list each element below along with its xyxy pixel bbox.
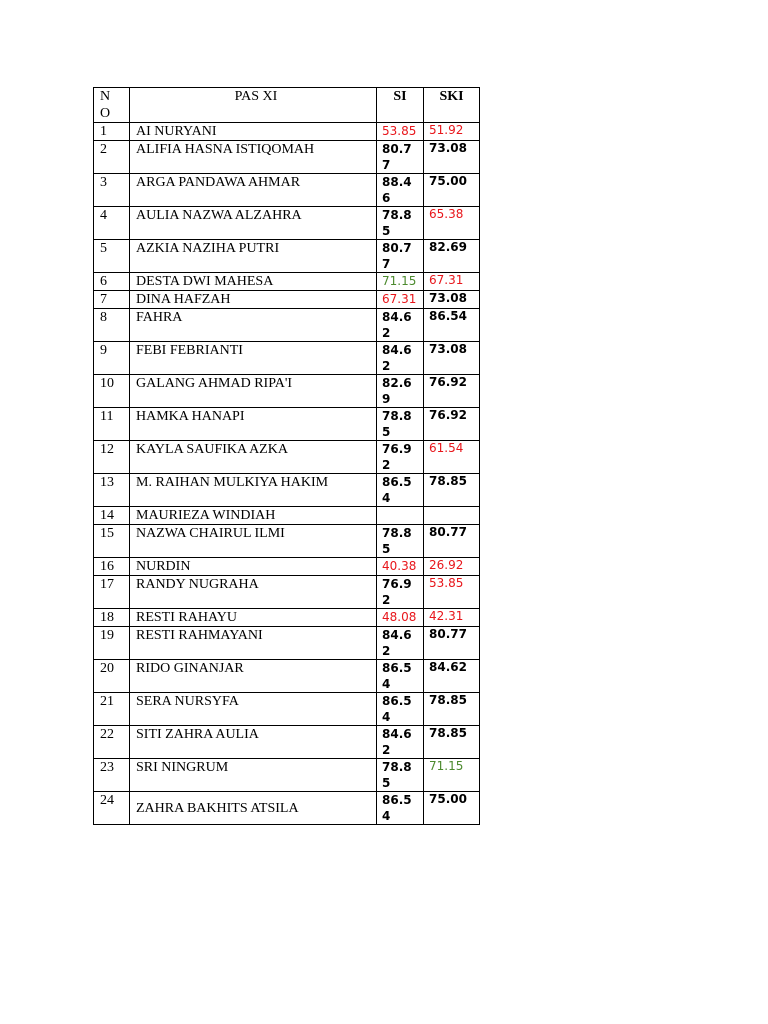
table-row bbox=[94, 273, 480, 291]
ski-score: 78.85 bbox=[424, 693, 480, 726]
row-number: 20 bbox=[94, 660, 130, 693]
row-number: 19 bbox=[94, 627, 130, 660]
ski-score: 82.69 bbox=[424, 240, 480, 273]
table-row bbox=[94, 609, 480, 627]
row-number: 23 bbox=[94, 759, 130, 792]
row-number: 18 bbox=[94, 609, 130, 627]
student-name: MAURIEZA WINDIAH bbox=[130, 507, 377, 525]
si-score bbox=[377, 660, 424, 693]
si-score bbox=[377, 525, 424, 558]
student-name: DINA HAFZAH bbox=[130, 291, 377, 309]
row-number: 22 bbox=[94, 726, 130, 759]
row-number: 3 bbox=[94, 174, 130, 207]
table-row bbox=[94, 525, 480, 558]
ski-score bbox=[424, 507, 480, 525]
si-value: 86.54 bbox=[382, 694, 412, 724]
si-score bbox=[377, 507, 424, 525]
si-score bbox=[377, 342, 424, 375]
row-number: 6 bbox=[94, 273, 130, 291]
si-value: 84.62 bbox=[382, 343, 412, 373]
row-number: 12 bbox=[94, 441, 130, 474]
row-number: 21 bbox=[94, 693, 130, 726]
si-value: 48.08 bbox=[382, 610, 417, 624]
table-row bbox=[94, 123, 480, 141]
row-number: 8 bbox=[94, 309, 130, 342]
header-si: SI bbox=[377, 88, 424, 123]
ski-score: 78.85 bbox=[424, 726, 480, 759]
student-name: SERA NURSYFA bbox=[130, 693, 377, 726]
table-row bbox=[94, 474, 480, 507]
student-name: ZAHRA BAKHITS ATSILA bbox=[130, 792, 377, 825]
ski-score: 26.92 bbox=[424, 558, 480, 576]
student-name: NAZWA CHAIRUL ILMI bbox=[130, 525, 377, 558]
si-score bbox=[377, 309, 424, 342]
student-name: AULIA NAZWA ALZAHRA bbox=[130, 207, 377, 240]
student-name: SRI NINGRUM bbox=[130, 759, 377, 792]
si-score bbox=[377, 375, 424, 408]
row-number: 1 bbox=[94, 123, 130, 141]
si-score bbox=[377, 441, 424, 474]
table-row bbox=[94, 627, 480, 660]
si-score bbox=[377, 207, 424, 240]
ski-score: 42.31 bbox=[424, 609, 480, 627]
student-name: RIDO GINANJAR bbox=[130, 660, 377, 693]
table-row bbox=[94, 408, 480, 441]
row-number: 7 bbox=[94, 291, 130, 309]
table-row bbox=[94, 792, 480, 825]
ski-score: 73.08 bbox=[424, 342, 480, 375]
si-value: 84.62 bbox=[382, 310, 412, 340]
student-name: SITI ZAHRA AULIA bbox=[130, 726, 377, 759]
student-name: RESTI RAHAYU bbox=[130, 609, 377, 627]
header-row bbox=[94, 88, 480, 123]
table-row bbox=[94, 576, 480, 609]
table-row bbox=[94, 507, 480, 525]
si-score bbox=[377, 141, 424, 174]
si-value: 86.54 bbox=[382, 475, 412, 505]
ski-score: 76.92 bbox=[424, 375, 480, 408]
si-value: 76.92 bbox=[382, 442, 412, 472]
si-value: 40.38 bbox=[382, 559, 417, 573]
si-value: 84.62 bbox=[382, 727, 412, 757]
si-score bbox=[377, 123, 424, 141]
si-score bbox=[377, 759, 424, 792]
student-name: M. RAIHAN MULKIYA HAKIM bbox=[130, 474, 377, 507]
table-row bbox=[94, 558, 480, 576]
si-score bbox=[377, 558, 424, 576]
si-value: 80.77 bbox=[382, 241, 412, 271]
si-score bbox=[377, 792, 424, 825]
table-row bbox=[94, 141, 480, 174]
header-no: NO bbox=[94, 88, 130, 123]
ski-score: 51.92 bbox=[424, 123, 480, 141]
row-number: 16 bbox=[94, 558, 130, 576]
si-score bbox=[377, 576, 424, 609]
row-number: 14 bbox=[94, 507, 130, 525]
si-value: 67.31 bbox=[382, 292, 417, 306]
grades-table bbox=[93, 87, 480, 825]
row-number: 11 bbox=[94, 408, 130, 441]
si-value: 84.62 bbox=[382, 628, 412, 658]
si-score bbox=[377, 240, 424, 273]
header-title: PAS XI bbox=[130, 88, 377, 123]
si-score bbox=[377, 627, 424, 660]
si-score bbox=[377, 726, 424, 759]
row-number: 17 bbox=[94, 576, 130, 609]
student-name: RESTI RAHMAYANI bbox=[130, 627, 377, 660]
si-score bbox=[377, 693, 424, 726]
si-value: 71.15 bbox=[382, 274, 417, 288]
student-name: HAMKA HANAPI bbox=[130, 408, 377, 441]
ski-score: 65.38 bbox=[424, 207, 480, 240]
student-name: ARGA PANDAWA AHMAR bbox=[130, 174, 377, 207]
table-row bbox=[94, 726, 480, 759]
student-name: KAYLA SAUFIKA AZKA bbox=[130, 441, 377, 474]
ski-score: 67.31 bbox=[424, 273, 480, 291]
si-score bbox=[377, 408, 424, 441]
si-value: 82.69 bbox=[382, 376, 412, 406]
si-score bbox=[377, 174, 424, 207]
row-number: 24 bbox=[94, 792, 130, 825]
ski-score: 73.08 bbox=[424, 141, 480, 174]
table-row bbox=[94, 309, 480, 342]
si-value: 78.85 bbox=[382, 526, 412, 556]
table-row bbox=[94, 375, 480, 408]
si-value: 86.54 bbox=[382, 661, 412, 691]
row-number: 9 bbox=[94, 342, 130, 375]
ski-score: 53.85 bbox=[424, 576, 480, 609]
row-number: 4 bbox=[94, 207, 130, 240]
ski-score: 86.54 bbox=[424, 309, 480, 342]
row-number: 15 bbox=[94, 525, 130, 558]
row-number: 2 bbox=[94, 141, 130, 174]
student-name: NURDIN bbox=[130, 558, 377, 576]
table-row bbox=[94, 207, 480, 240]
table-row bbox=[94, 174, 480, 207]
ski-score: 61.54 bbox=[424, 441, 480, 474]
si-value: 53.85 bbox=[382, 124, 417, 138]
si-value: 76.92 bbox=[382, 577, 412, 607]
si-value: 86.54 bbox=[382, 793, 412, 823]
si-value: 88.46 bbox=[382, 175, 412, 205]
si-score bbox=[377, 273, 424, 291]
row-number: 13 bbox=[94, 474, 130, 507]
si-score bbox=[377, 609, 424, 627]
si-value: 80.77 bbox=[382, 142, 412, 172]
row-number: 5 bbox=[94, 240, 130, 273]
table-row bbox=[94, 693, 480, 726]
student-name: AZKIA NAZIHA PUTRI bbox=[130, 240, 377, 273]
si-value: 78.85 bbox=[382, 208, 412, 238]
si-value: 78.85 bbox=[382, 760, 412, 790]
table-row bbox=[94, 759, 480, 792]
si-value: 78.85 bbox=[382, 409, 412, 439]
table-row bbox=[94, 660, 480, 693]
ski-score: 80.77 bbox=[424, 525, 480, 558]
table-row bbox=[94, 342, 480, 375]
table-row bbox=[94, 291, 480, 309]
table-row bbox=[94, 240, 480, 273]
row-number: 10 bbox=[94, 375, 130, 408]
student-name: FAHRA bbox=[130, 309, 377, 342]
student-name: DESTA DWI MAHESA bbox=[130, 273, 377, 291]
table-body bbox=[94, 123, 480, 825]
student-name: RANDY NUGRAHA bbox=[130, 576, 377, 609]
header-ski: SKI bbox=[424, 88, 480, 123]
si-score bbox=[377, 291, 424, 309]
student-name: ALIFIA HASNA ISTIQOMAH bbox=[130, 141, 377, 174]
ski-score: 80.77 bbox=[424, 627, 480, 660]
ski-score: 75.00 bbox=[424, 792, 480, 825]
ski-score: 71.15 bbox=[424, 759, 480, 792]
ski-score: 75.00 bbox=[424, 174, 480, 207]
si-score bbox=[377, 474, 424, 507]
ski-score: 84.62 bbox=[424, 660, 480, 693]
student-name: GALANG AHMAD RIPA'I bbox=[130, 375, 377, 408]
student-name: FEBI FEBRIANTI bbox=[130, 342, 377, 375]
ski-score: 76.92 bbox=[424, 408, 480, 441]
student-name: AI NURYANI bbox=[130, 123, 377, 141]
ski-score: 73.08 bbox=[424, 291, 480, 309]
ski-score: 78.85 bbox=[424, 474, 480, 507]
table-row bbox=[94, 441, 480, 474]
